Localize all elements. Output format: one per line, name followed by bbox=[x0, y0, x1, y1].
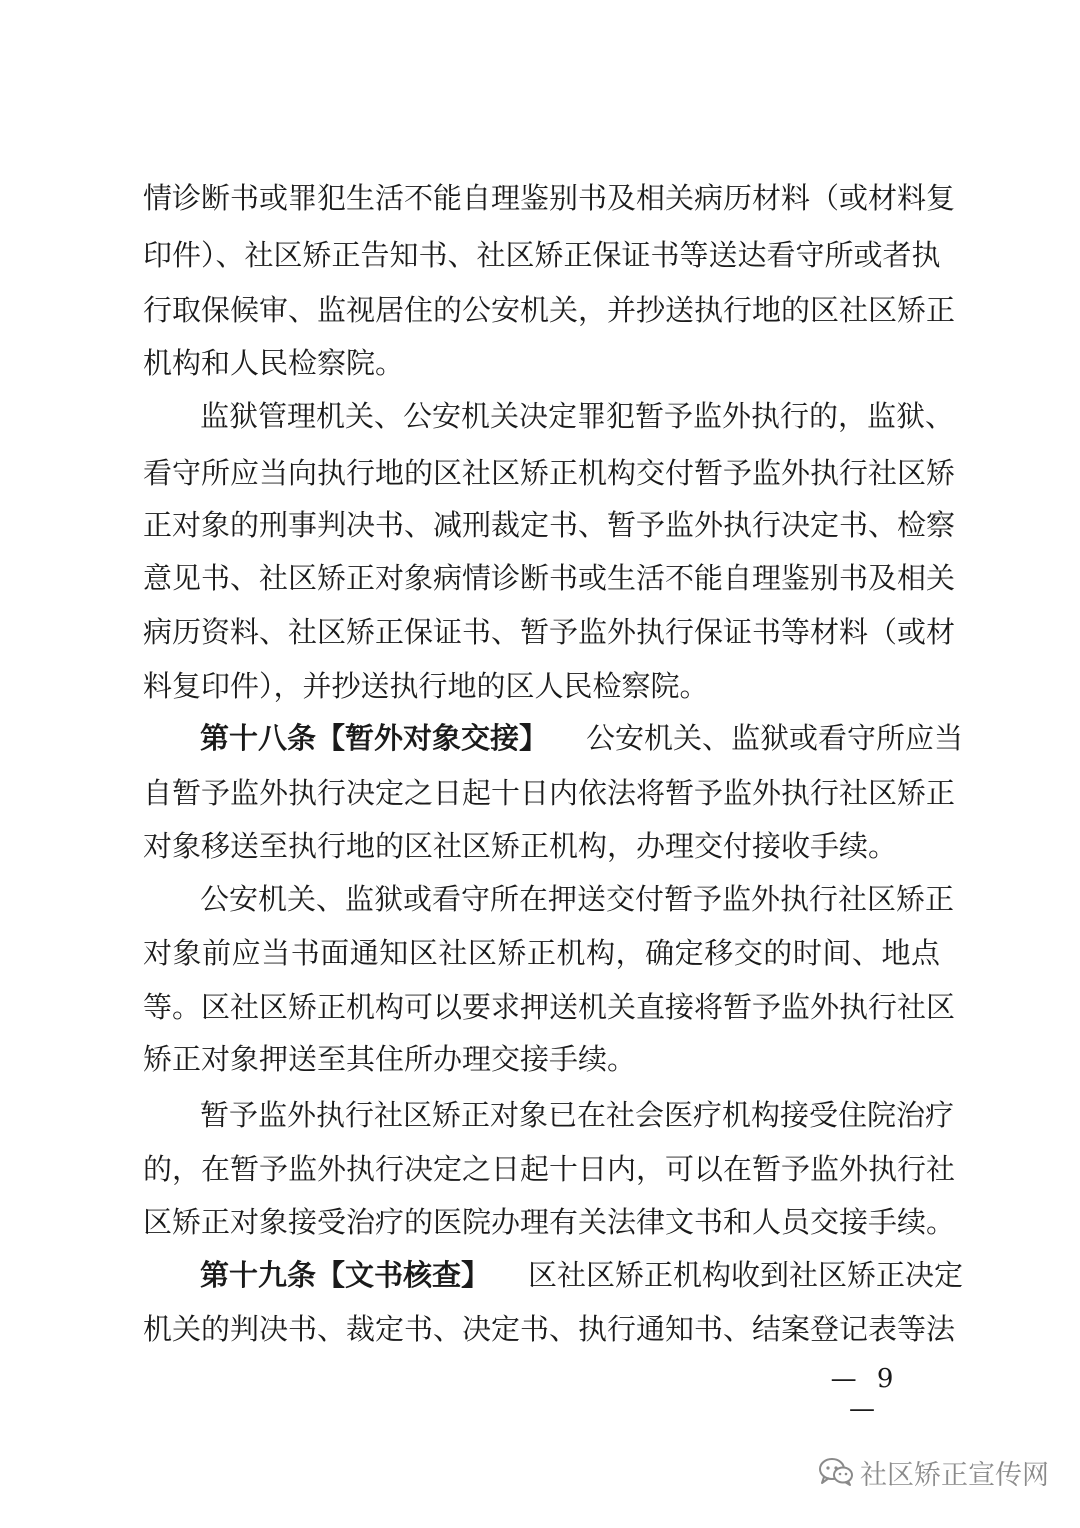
text-line-8: 意见书、社区矫正对象病情诊断书或生活不能自理鉴别书及相关 bbox=[143, 561, 956, 595]
watermark bbox=[818, 1452, 1049, 1492]
article-18-text: 公安机关、监狱或看守所应当 bbox=[586, 721, 964, 755]
text-line-7: 正对象的刑事判决书、减刑裁定书、暂予监外执行决定书、检察 bbox=[143, 508, 956, 542]
text-line-22: 机关的判决书、裁定书、决定书、执行通知书、结案登记表等法 bbox=[143, 1312, 956, 1346]
text-line-20: 区矫正对象接受治疗的医院办理有关法律文书和人员交接手续。 bbox=[143, 1205, 956, 1239]
text-line-17: 矫正对象押送至其住所办理交接手续。 bbox=[143, 1042, 637, 1076]
article-19-text: 区社区矫正机构收到社区矫正决定 bbox=[528, 1258, 964, 1292]
text-line-6: 看守所应当向执行地的区社区矫正机构交付暂予监外执行社区矫 bbox=[143, 456, 956, 490]
wechat-icon bbox=[818, 1457, 854, 1487]
page-number: — 9 — bbox=[830, 1364, 900, 1424]
article-19-heading: 第十九条【文书核查】 bbox=[200, 1258, 491, 1292]
text-line-19: 的，在暂予监外执行决定之日起十日内，可以在暂予监外执行社 bbox=[143, 1152, 956, 1186]
article-18-heading: 第十八条【暂外对象交接】 bbox=[200, 721, 549, 755]
text-line-4: 机构和人民检察院。 bbox=[143, 346, 405, 380]
text-line-2: 印件）、社区矫正告知书、社区矫正保证书等送达看守所或者执 bbox=[143, 238, 941, 272]
text-line-18: 暂予监外执行社区矫正对象已在社会医疗机构接受住院治疗 bbox=[200, 1098, 955, 1132]
watermark-text: 社区矫正宣传网 bbox=[860, 1459, 1049, 1491]
text-line-5: 监狱管理机关、公安机关决定罪犯暂予监外执行的，监狱、 bbox=[200, 399, 955, 433]
text-line-9: 病历资料、社区矫正保证书、暂予监外执行保证书等材料（或材 bbox=[143, 615, 956, 649]
text-line-15: 对象前应当书面通知区社区矫正机构，确定移交的时间、地点 bbox=[143, 936, 940, 970]
text-line-10: 料复印件），并抄送执行地的区人民检察院。 bbox=[143, 669, 709, 703]
text-line-1: 情诊断书或罪犯生活不能自理鉴别书及相关病历材料（或材料复 bbox=[143, 181, 956, 215]
text-line-16: 等。区社区矫正机构可以要求押送机关直接将暂予监外执行社区 bbox=[143, 990, 956, 1024]
text-line-12: 自暂予监外执行决定之日起十日内依法将暂予监外执行社区矫正 bbox=[143, 776, 956, 810]
article-19-line bbox=[200, 1257, 964, 1293]
text-line-14: 公安机关、监狱或看守所在押送交付暂予监外执行社区矫正 bbox=[200, 882, 955, 916]
text-line-13: 对象移送至执行地的区社区矫正机构，办理交付接收手续。 bbox=[143, 829, 898, 863]
article-18-line bbox=[200, 720, 964, 756]
text-line-3: 行取保候审、监视居住的公安机关，并抄送执行地的区社区矫正 bbox=[143, 293, 956, 327]
